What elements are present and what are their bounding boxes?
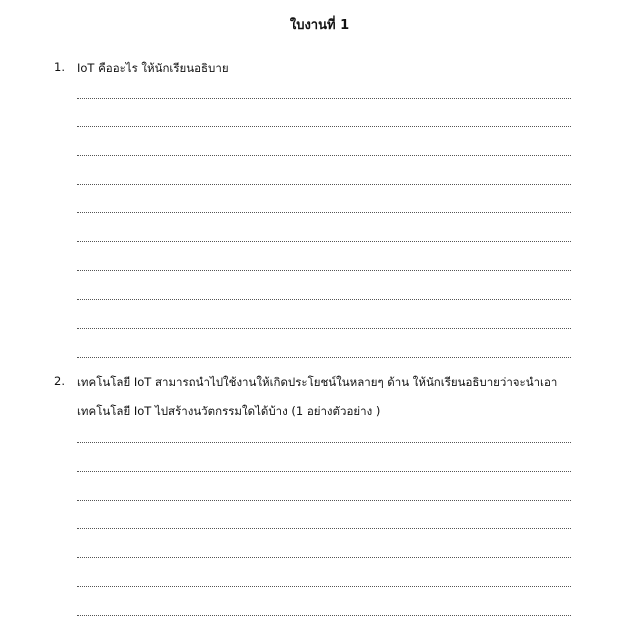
answer-line — [77, 557, 571, 558]
answer-line — [77, 471, 571, 472]
answer-line — [77, 500, 571, 501]
question-2-text-line-2: เทคโนโลยี IoT ไปสร้างนวัตกรรมใดได้บ้าง (1 อย่างตัวอย่าง ) — [77, 404, 381, 418]
answer-line — [77, 241, 571, 242]
answer-line — [77, 615, 571, 616]
question-2-text-line-1: เทคโนโลยี IoT สามารถนำไปใช้งานให้เกิดประโยชน์ในหลายๆ ด้าน ให้นักเรียนอธิบายว่าจะนำเอา — [77, 375, 558, 389]
answer-line — [77, 184, 571, 185]
worksheet-title: ใบงานที่ 1 — [289, 18, 350, 33]
answer-line — [77, 126, 571, 127]
answer-line — [77, 155, 571, 156]
question-1-text: IoT คืออะไร ให้นักเรียนอธิบาย — [77, 61, 229, 75]
answer-line — [77, 357, 571, 358]
answer-line — [77, 212, 571, 213]
answer-line — [77, 328, 571, 329]
answer-line — [77, 98, 571, 99]
question-1-number: 1. — [54, 60, 65, 74]
answer-line — [77, 528, 571, 529]
question-2-number: 2. — [54, 374, 65, 388]
answer-line — [77, 299, 571, 300]
answer-line — [77, 442, 571, 443]
answer-line — [77, 586, 571, 587]
answer-line — [77, 270, 571, 271]
